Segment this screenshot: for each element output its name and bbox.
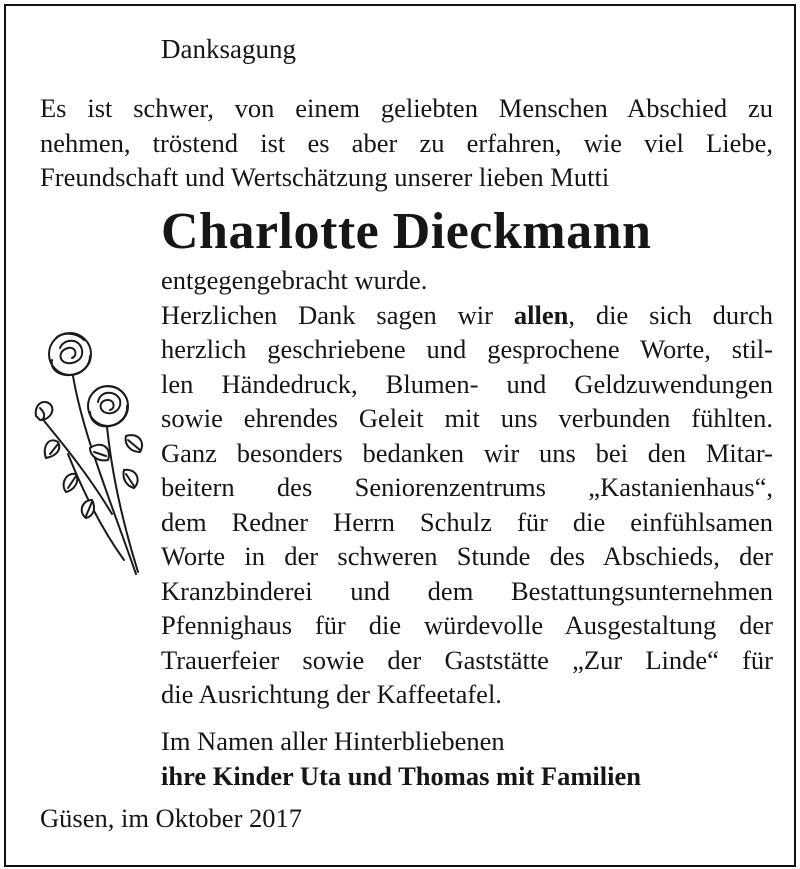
body-line: beitern des Seniorenzentrums „Kastanienhaus“,: [161, 472, 773, 502]
intro-line: nehmen, tröstend ist es aber zu erfahren, wie viel Liebe,: [40, 127, 773, 158]
body-line: Ganz besonders bedanken wir uns bei den Mitar-: [161, 437, 773, 468]
body-line: herzlich geschriebene und gesprochene Worte, stil-: [161, 334, 773, 364]
body-line: entgegengebracht wurde.: [161, 265, 428, 295]
signature-names: ihre Kinder Uta und Thomas mit Familien: [161, 760, 642, 791]
obituary-notice: [4, 4, 796, 867]
body-text: , die sich durch: [568, 299, 774, 330]
body-line: sowie ehrendes Geleit mit uns verbunden fühlten.: [161, 403, 773, 433]
roses-illustration: [28, 324, 160, 586]
emphasis-text: allen: [513, 299, 569, 330]
body-line: Worte in der schweren Stunde des Abschieds, der: [161, 541, 773, 571]
body-text: Herzlichen Dank sagen wir: [161, 299, 493, 330]
body-line: Kranzbinderei und dem Bestattungsunternehmen: [161, 575, 773, 606]
body-line: len Händedruck, Blumen- und Geldzuwendungen: [161, 368, 773, 399]
intro-paragraph: [40, 91, 773, 195]
body-line: Trauerfeier sowie der Gaststätte „Zur Linde“ für: [161, 644, 773, 675]
body-line: Pfennighaus für die würdevolle Ausgestaltung der: [161, 610, 773, 640]
place-date: Güsen, im Oktober 2017: [40, 803, 303, 833]
body-paragraph: [161, 263, 773, 712]
notice-heading: Danksagung: [161, 34, 296, 64]
body-line: dem Redner Herrn Schulz für die einfühlsamen: [161, 506, 773, 537]
body-line: [161, 298, 773, 333]
intro-line: Es ist schwer, von einem geliebten Menschen Abschied zu: [40, 93, 773, 123]
intro-line: Freundschaft und Wertschätzung unserer lieben Mutti: [40, 162, 610, 192]
deceased-name: Charlotte Dieckmann: [161, 203, 652, 260]
signature-block: [161, 724, 641, 793]
signature-line: Im Namen aller Hinterbliebenen: [161, 726, 505, 756]
body-line: die Ausrichtung der Kaffeetafel.: [161, 679, 502, 709]
